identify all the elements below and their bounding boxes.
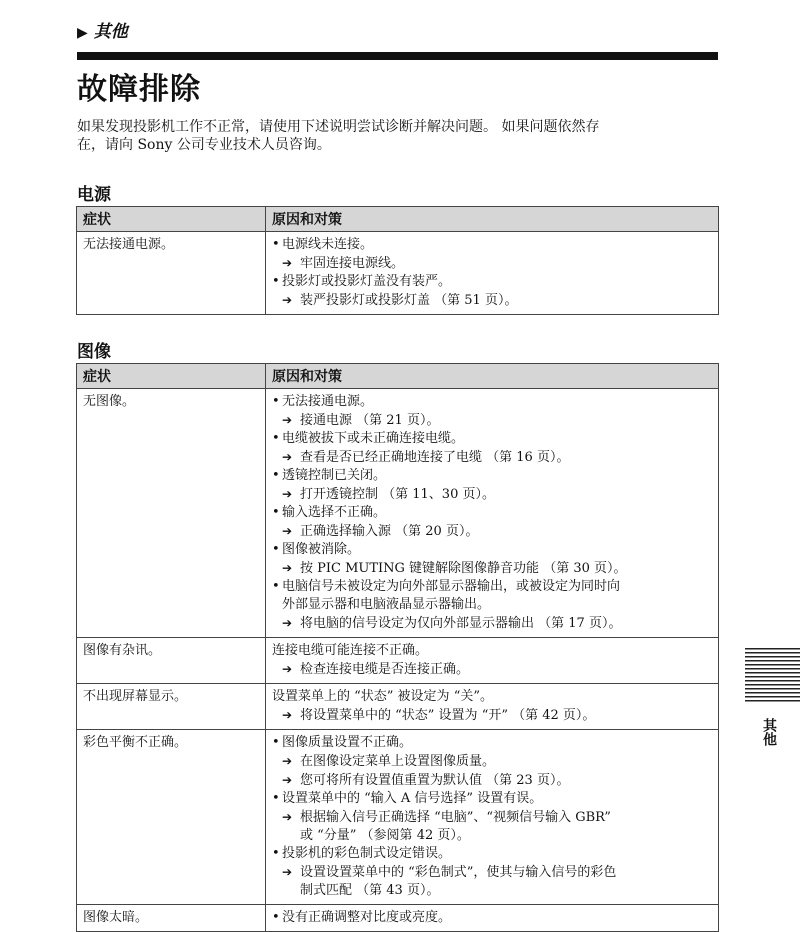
intro-paragraph: [77, 118, 722, 154]
cause-text: 制式匹配 （第 43 页）。: [300, 883, 440, 898]
remedy-item: ➔ 打开透镜控制 （第 11、30 页）。: [272, 485, 712, 504]
section-tag: [77, 17, 128, 42]
symptom-cell: 无法接通电源。: [77, 232, 266, 315]
table-row: [77, 389, 719, 638]
cause-item: • 电缆被拔下或未正确连接电缆。: [272, 430, 712, 448]
intro-line: 在，请向 Sony 公司专业技术人员咨询。: [77, 137, 331, 153]
cause-item: • 设置菜单中的 “输入 A 信号选择” 设置有误。: [272, 790, 712, 808]
table-row: [77, 730, 719, 905]
remedy-item: ➔ 您可将所有设置值重置为默认值 （第 23 页）。: [272, 771, 712, 790]
cause-cell: [266, 730, 719, 905]
symptom-cell: 彩色平衡不正确。: [77, 730, 266, 905]
cause-cell: [266, 232, 719, 315]
side-tab: [745, 648, 800, 746]
title-rule: [77, 52, 718, 60]
remedy-item: ➔ 在图像设定菜单上设置图像质量。: [272, 752, 712, 771]
side-tab-label: 其他: [761, 718, 777, 746]
cause-text: 外部显示器和电脑液晶显示器输出。: [282, 597, 491, 612]
remedy-item: ➔ 接通电源 （第 21 页）。: [272, 411, 712, 430]
table-row: [77, 905, 719, 932]
remedy-item: ➔ 检查连接电缆是否连接正确。: [272, 660, 712, 679]
table-header-row: [77, 364, 719, 389]
symptom-cell: 图像太暗。: [77, 905, 266, 932]
col-cause: 原因和对策: [266, 207, 719, 232]
col-symptom: 症状: [77, 207, 266, 232]
cause-text: 连接电缆可能连接不正确。: [272, 643, 429, 658]
remedy-item: ➔ 装严投影灯或投影灯盖 （第 51 页）。: [272, 291, 712, 310]
symptom-cell: 不出现屏幕显示。: [77, 684, 266, 730]
cause-item: • 图像质量设置不正确。: [272, 734, 712, 752]
cause-text: 设置菜单上的 “状态” 被设定为 “关”。: [272, 689, 493, 704]
cause-item: • 投影机的彩色制式设定错误。: [272, 845, 712, 863]
cause-cell: [266, 905, 719, 932]
cause-item: • 图像被消除。: [272, 541, 712, 559]
section-heading-image: 图像: [77, 342, 111, 362]
cause-item: • 投影灯或投影灯盖没有装严。: [272, 273, 712, 291]
cause-text: 或 “分量” （参阅第 42 页）。: [300, 828, 470, 843]
col-cause: 原因和对策: [266, 364, 719, 389]
remedy-item: ➔ 设置设置菜单中的 “彩色制式”，使其与输入信号的彩色: [272, 863, 712, 882]
symptom-cell: 图像有杂讯。: [77, 638, 266, 684]
triangle-right-icon: ▶: [77, 25, 88, 41]
cause-item: • 电源线未连接。: [272, 236, 712, 254]
table-header-row: [77, 207, 719, 232]
remedy-item: ➔ 将设置菜单中的 “状态” 设置为 “开” （第 42 页）。: [272, 706, 712, 725]
remedy-item: ➔ 牢固连接电源线。: [272, 254, 712, 273]
table-row: [77, 232, 719, 315]
table-row: [77, 684, 719, 730]
image-table: [76, 363, 719, 932]
cause-cell: [266, 638, 719, 684]
intro-line: 如果发现投影机工作不正常，请使用下述说明尝试诊断并解决问题。 如果问题依然存: [77, 119, 600, 135]
remedy-item: ➔ 按 PIC MUTING 键键解除图像静音功能 （第 30 页）。: [272, 559, 712, 578]
page-title: 故障排除: [77, 72, 201, 107]
section-heading-power: 电源: [77, 185, 111, 205]
remedy-item: ➔ 将电脑的信号设定为仅向外部显示器输出 （第 17 页）。: [272, 614, 712, 633]
cause-item: • 无法接通电源。: [272, 393, 712, 411]
power-table: [76, 206, 719, 315]
cause-item: • 没有正确调整对比度或亮度。: [272, 909, 712, 927]
symptom-cell: 无图像。: [77, 389, 266, 638]
col-symptom: 症状: [77, 364, 266, 389]
cause-cell: [266, 389, 719, 638]
remedy-item: ➔ 查看是否已经正确地连接了电缆 （第 16 页）。: [272, 448, 712, 467]
remedy-item: ➔ 正确选择输入源 （第 20 页）。: [272, 522, 712, 541]
cause-item: • 输入选择不正确。: [272, 504, 712, 522]
cause-item: • 电脑信号未被设定为向外部显示器输出，或被设定为同时向: [272, 578, 712, 596]
cause-item: • 透镜控制已关闭。: [272, 467, 712, 485]
side-tab-stripes: [745, 648, 800, 704]
remedy-item: ➔ 根据输入信号正确选择 “电脑”、“视频信号输入 GBR”: [272, 808, 712, 827]
section-tag-label: 其他: [93, 22, 128, 42]
cause-cell: [266, 684, 719, 730]
table-row: [77, 638, 719, 684]
